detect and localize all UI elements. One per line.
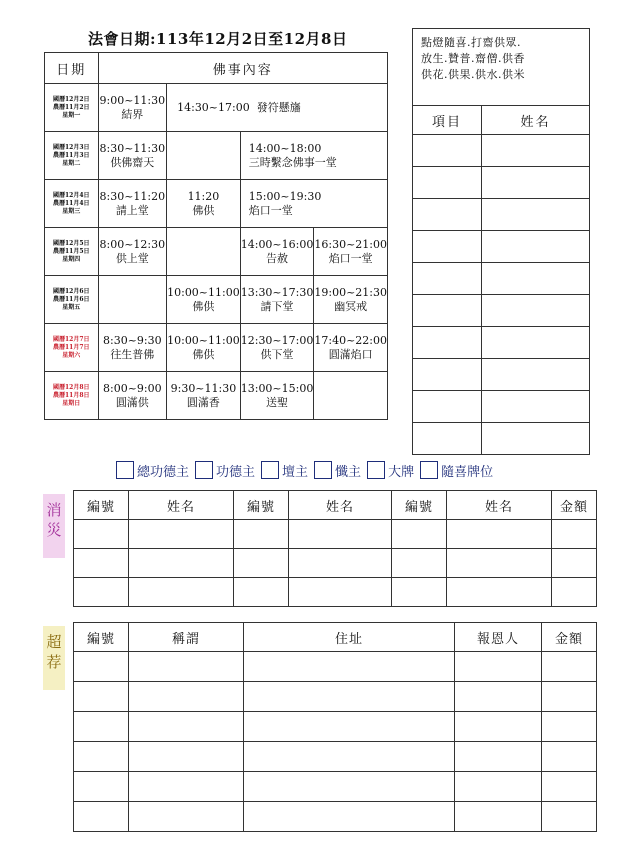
empty-cell bbox=[98, 276, 167, 324]
blank-cell[interactable] bbox=[455, 652, 542, 682]
blank-cell[interactable] bbox=[413, 231, 482, 263]
blank-cell[interactable] bbox=[482, 263, 590, 295]
col-header: 報恩人 bbox=[455, 623, 542, 652]
blank-cell[interactable] bbox=[455, 682, 542, 712]
schedule-row bbox=[45, 372, 388, 420]
blank-cell[interactable] bbox=[482, 167, 590, 199]
blank-cell[interactable] bbox=[129, 772, 244, 802]
day-cell: 國曆12月8日 農曆11月8日 星期日 bbox=[45, 372, 99, 420]
blank-cell[interactable] bbox=[244, 802, 455, 832]
blank-cell[interactable] bbox=[129, 682, 244, 712]
donor-row bbox=[413, 231, 590, 263]
event-cell: 15:00~19:30 焰口一堂 bbox=[240, 180, 387, 228]
blank-cell[interactable] bbox=[244, 772, 455, 802]
blank-cell[interactable] bbox=[74, 802, 129, 832]
blank-cell[interactable] bbox=[289, 578, 392, 607]
chaojian-row bbox=[74, 802, 597, 832]
header-content: 佛事內容 bbox=[98, 53, 387, 84]
col-header: 姓名 bbox=[129, 491, 234, 520]
sponsor-type-options bbox=[116, 460, 596, 480]
ceremony-date-title: 法會日期:113年12月2日至12月8日 bbox=[88, 30, 348, 48]
donor-row bbox=[413, 263, 590, 295]
blank-cell[interactable] bbox=[129, 802, 244, 832]
checkbox-icon[interactable] bbox=[261, 461, 279, 479]
schedule-row bbox=[45, 84, 388, 132]
checkbox-icon[interactable] bbox=[195, 461, 213, 479]
blank-cell[interactable] bbox=[74, 652, 129, 682]
blank-cell[interactable] bbox=[413, 135, 482, 167]
blank-cell[interactable] bbox=[542, 802, 597, 832]
blank-cell[interactable] bbox=[413, 167, 482, 199]
blank-cell[interactable] bbox=[129, 712, 244, 742]
blank-cell[interactable] bbox=[455, 802, 542, 832]
donation-description: 點燈隨喜.打齋供眾. 放生.贊普.齋僧.供香 供花.供果.供水.供米 bbox=[413, 29, 590, 106]
blank-cell[interactable] bbox=[455, 742, 542, 772]
blank-cell[interactable] bbox=[482, 423, 590, 455]
blank-cell[interactable] bbox=[234, 578, 289, 607]
blank-cell[interactable] bbox=[542, 742, 597, 772]
event-cell: 14:30~17:00 發符懸旛 bbox=[167, 84, 388, 132]
xiaozai-table bbox=[73, 490, 597, 607]
event-cell: 10:00~11:00 佛供 bbox=[167, 276, 241, 324]
empty-cell bbox=[167, 228, 241, 276]
blank-cell[interactable] bbox=[455, 712, 542, 742]
blank-cell[interactable] bbox=[129, 520, 234, 549]
header-name: 姓名 bbox=[482, 106, 590, 135]
blank-cell[interactable] bbox=[244, 712, 455, 742]
blank-cell[interactable] bbox=[129, 652, 244, 682]
schedule-row bbox=[45, 276, 388, 324]
blank-cell[interactable] bbox=[74, 682, 129, 712]
day-cell: 國曆12月5日 農曆11月5日 星期四 bbox=[45, 228, 99, 276]
header-date: 日期 bbox=[45, 53, 99, 84]
chaojian-row bbox=[74, 712, 597, 742]
checkbox-option[interactable]: 隨喜牌位 bbox=[420, 461, 493, 480]
checkbox-icon[interactable] bbox=[116, 461, 134, 479]
day-cell: 國曆12月6日 農曆11月6日 星期五 bbox=[45, 276, 99, 324]
blank-cell[interactable] bbox=[413, 263, 482, 295]
schedule-row bbox=[45, 324, 388, 372]
blank-cell[interactable] bbox=[392, 578, 447, 607]
blank-cell[interactable] bbox=[413, 423, 482, 455]
col-header: 住址 bbox=[244, 623, 455, 652]
blank-cell[interactable] bbox=[392, 549, 447, 578]
blank-cell[interactable] bbox=[413, 391, 482, 423]
blank-cell[interactable] bbox=[482, 295, 590, 327]
event-cell: 13:30~17:30 請下堂 bbox=[240, 276, 314, 324]
xiaozai-row bbox=[74, 520, 597, 549]
donor-row bbox=[413, 167, 590, 199]
event-cell: 8:30~11:30 供佛齋天 bbox=[98, 132, 167, 180]
blank-cell[interactable] bbox=[244, 652, 455, 682]
checkbox-option[interactable]: 懺主 bbox=[314, 461, 361, 480]
day-cell: 國曆12月3日 農曆11月3日 星期二 bbox=[45, 132, 99, 180]
blank-cell[interactable] bbox=[74, 772, 129, 802]
col-header: 姓名 bbox=[447, 491, 552, 520]
chaojian-row bbox=[74, 682, 597, 712]
blank-cell[interactable] bbox=[289, 549, 392, 578]
blank-cell[interactable] bbox=[482, 359, 590, 391]
event-cell: 17:40~22:00 圓滿焰口 bbox=[314, 324, 388, 372]
donor-row bbox=[413, 199, 590, 231]
blank-cell[interactable] bbox=[129, 578, 234, 607]
checkbox-icon[interactable] bbox=[367, 461, 385, 479]
day-cell: 國曆12月2日 農曆11月2日 星期一 bbox=[45, 84, 99, 132]
blank-cell[interactable] bbox=[413, 327, 482, 359]
chaojian-row bbox=[74, 742, 597, 772]
checkbox-icon[interactable] bbox=[314, 461, 332, 479]
xiaozai-row bbox=[74, 578, 597, 607]
event-cell: 16:30~21:00 焰口一堂 bbox=[314, 228, 388, 276]
blank-cell[interactable] bbox=[413, 295, 482, 327]
section-label-xiaozai: 消 災 bbox=[43, 494, 65, 558]
col-header: 編號 bbox=[74, 623, 129, 652]
event-cell: 11:20 佛供 bbox=[167, 180, 241, 228]
header-item: 項目 bbox=[413, 106, 482, 135]
section-label-chaojian: 超 荐 bbox=[43, 626, 65, 690]
chaojian-row bbox=[74, 652, 597, 682]
blank-cell[interactable] bbox=[74, 578, 129, 607]
blank-cell[interactable] bbox=[552, 578, 597, 607]
schedule-row bbox=[45, 180, 388, 228]
donor-row bbox=[413, 359, 590, 391]
blank-cell[interactable] bbox=[482, 231, 590, 263]
empty-cell bbox=[314, 372, 388, 420]
event-cell: 12:30~17:00 供下堂 bbox=[240, 324, 314, 372]
blank-cell[interactable] bbox=[244, 742, 455, 772]
event-cell: 8:30~11:20 請上堂 bbox=[98, 180, 167, 228]
blank-cell[interactable] bbox=[129, 549, 234, 578]
blank-cell[interactable] bbox=[289, 520, 392, 549]
blank-cell[interactable] bbox=[455, 772, 542, 802]
blank-cell[interactable] bbox=[552, 520, 597, 549]
event-cell: 8:00~12:30 供上堂 bbox=[98, 228, 167, 276]
event-cell: 14:00~18:00 三時繫念佛事一堂 bbox=[240, 132, 387, 180]
blank-cell[interactable] bbox=[542, 772, 597, 802]
blank-cell[interactable] bbox=[447, 578, 552, 607]
blank-cell[interactable] bbox=[234, 549, 289, 578]
donation-item-table bbox=[412, 28, 590, 455]
donor-row bbox=[413, 423, 590, 455]
blank-cell[interactable] bbox=[74, 549, 129, 578]
donor-row bbox=[413, 295, 590, 327]
blank-cell[interactable] bbox=[392, 520, 447, 549]
schedule-table bbox=[44, 52, 388, 420]
donor-row bbox=[413, 391, 590, 423]
blank-cell[interactable] bbox=[542, 682, 597, 712]
donor-row bbox=[413, 327, 590, 359]
col-header: 編號 bbox=[74, 491, 129, 520]
event-cell: 8:30~9:30 往生普佛 bbox=[98, 324, 167, 372]
day-cell: 國曆12月4日 農曆11月4日 星期三 bbox=[45, 180, 99, 228]
event-cell: 9:30~11:30 圓滿香 bbox=[167, 372, 241, 420]
blank-cell[interactable] bbox=[482, 391, 590, 423]
col-header: 姓名 bbox=[289, 491, 392, 520]
donor-row bbox=[413, 135, 590, 167]
event-cell: 8:00~9:00 圓滿供 bbox=[98, 372, 167, 420]
empty-cell bbox=[167, 132, 241, 180]
blank-cell[interactable] bbox=[447, 549, 552, 578]
col-header: 編號 bbox=[234, 491, 289, 520]
blank-cell[interactable] bbox=[482, 327, 590, 359]
checkbox-option[interactable]: 總功德主 bbox=[116, 461, 189, 480]
blank-cell[interactable] bbox=[413, 359, 482, 391]
event-cell: 13:00~15:00 送聖 bbox=[240, 372, 314, 420]
col-header: 編號 bbox=[392, 491, 447, 520]
blank-cell[interactable] bbox=[552, 549, 597, 578]
chaojian-row bbox=[74, 772, 597, 802]
chaojian-table bbox=[73, 622, 597, 832]
col-header: 稱謂 bbox=[129, 623, 244, 652]
blank-cell[interactable] bbox=[482, 199, 590, 231]
blank-cell[interactable] bbox=[74, 742, 129, 772]
xiaozai-row bbox=[74, 549, 597, 578]
event-cell: 9:00~11:30 結界 bbox=[98, 84, 167, 132]
checkbox-option[interactable]: 功德主 bbox=[195, 461, 255, 480]
blank-cell[interactable] bbox=[234, 520, 289, 549]
schedule-row bbox=[45, 132, 388, 180]
blank-cell[interactable] bbox=[542, 712, 597, 742]
blank-cell[interactable] bbox=[74, 520, 129, 549]
event-cell: 14:00~16:00 告赦 bbox=[240, 228, 314, 276]
checkbox-icon[interactable] bbox=[420, 461, 438, 479]
blank-cell[interactable] bbox=[542, 652, 597, 682]
blank-cell[interactable] bbox=[129, 742, 244, 772]
checkbox-option[interactable]: 壇主 bbox=[261, 461, 308, 480]
col-header: 金額 bbox=[542, 623, 597, 652]
blank-cell[interactable] bbox=[74, 712, 129, 742]
event-cell: 19:00~21:30 幽冥戒 bbox=[314, 276, 388, 324]
blank-cell[interactable] bbox=[413, 199, 482, 231]
blank-cell[interactable] bbox=[447, 520, 552, 549]
blank-cell[interactable] bbox=[244, 682, 455, 712]
col-header: 金額 bbox=[552, 491, 597, 520]
schedule-row bbox=[45, 228, 388, 276]
blank-cell[interactable] bbox=[482, 135, 590, 167]
event-cell: 10:00~11:00 佛供 bbox=[167, 324, 241, 372]
checkbox-option[interactable]: 大牌 bbox=[367, 461, 414, 480]
day-cell: 國曆12月7日 農曆11月7日 星期六 bbox=[45, 324, 99, 372]
